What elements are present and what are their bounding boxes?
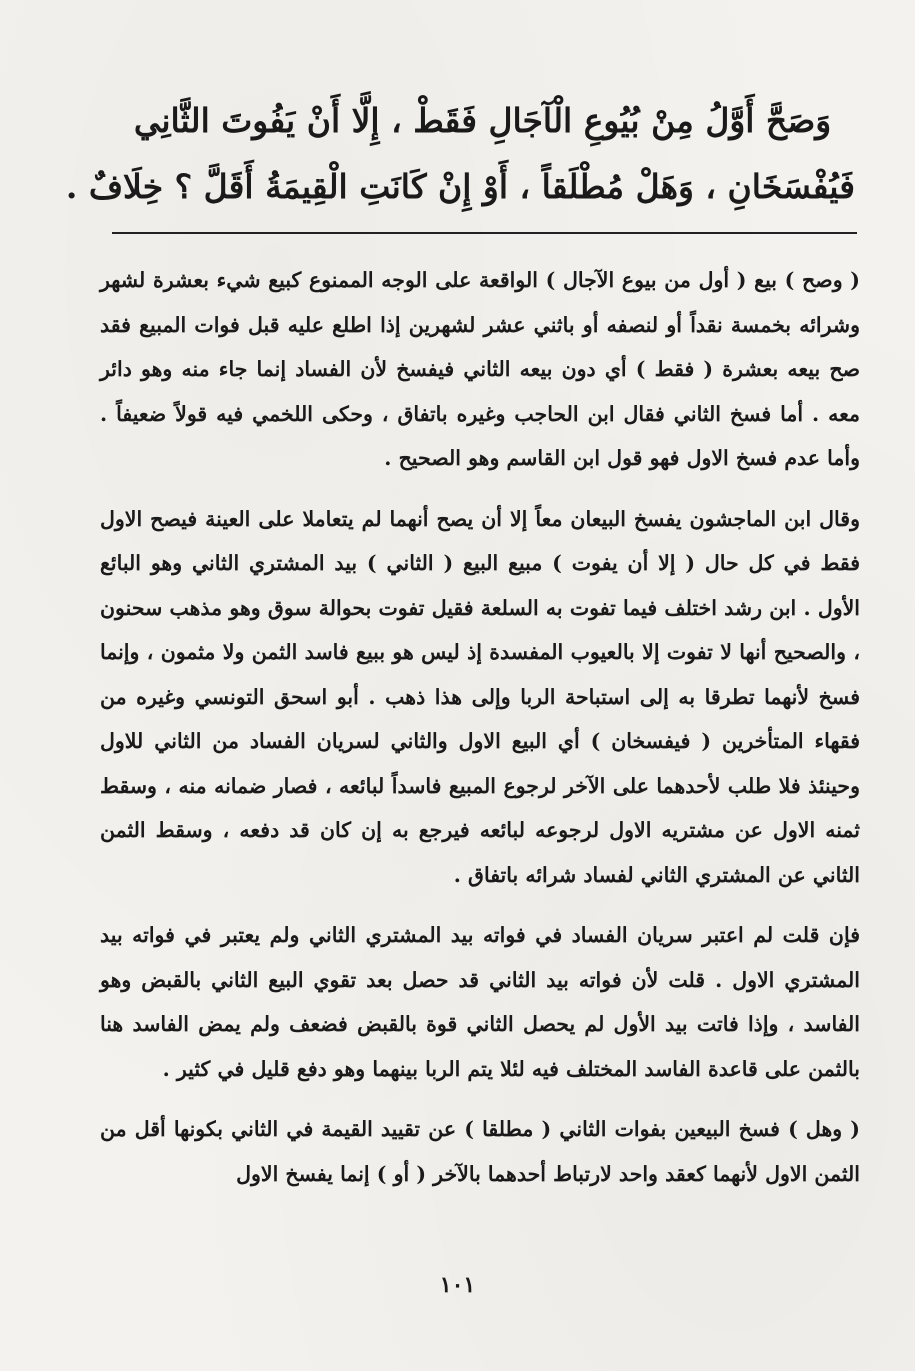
paragraph-1: ( وصح ) بيع ( أول من بيوع الآجال ) الواقعة على الوجه الممنوع كبيع شيء بعشرة لشهر وشرائه بخمسة نقداً أو لنصفه أو باثني عشر لشهرين إذا اطلع عليه قبل فوات المبيع فقد صح بيعه بعشرة ( فقط ) أي دون بيعه الثاني فيفسخ لأن الفساد إنما جاء منه وهو دائر معه . أما فسخ الثاني فقال ابن الحاجب وغيره باتفاق ، وحكى اللخمي فيه قولاً ضعيفاً . وأما عدم فسخ الاول فهو قول ابن القاسم وهو الصحيح . [100,268,860,470]
paragraph-4: ( وهل ) فسخ البيعين بفوات الثاني ( مطلقا ) عن تقييد القيمة في الثاني بكونها أقل من الثمن الاول لأنهما كعقد واحد لارتباط أحدهما بالآخر ( أو ) إنما يفسخ الاول [100,1117,860,1186]
verse-line-1: وَصَحَّ أَوَّلُ مِنْ بُيُوعِ الْآجَالِ فَقَطْ ، إِلَّا أَنْ يَفُوتَ الثَّانِي [133,101,832,140]
paragraph-3: فإن قلت لم اعتبر سريان الفساد في فواته بيد المشتري الثاني ولم يعتبر في فواته بيد المشتري الاول . قلت لأن فواته بيد الثاني قد حصل بعد تقوي البيع الثاني بالقبض وهو الفاسد ، وإذا فاتت بيد الأول لم يحصل الثاني قوة بالقبض فضعف ولم يمض الفاسد هنا بالثمن على قاعدة الفاسد المختلف فيه لئلا يتم الربا بينهما وهو دفع قليل في كثير . [100,923,860,1081]
separator-rule [112,232,857,234]
verse-block [65,88,855,220]
page-number: ١٠١ [439,1272,476,1298]
commentary-text [100,258,860,1212]
paragraph-2: وقال ابن الماجشون يفسخ البيعان معاً إلا أن يصح أنهما لم يتعاملا على العينة فيصح الاول فقط في كل حال ( إلا أن يفوت ) مبيع البيع ( الثاني ) بيد المشتري الثاني وهو البائع الأول . ابن رشد اختلف فيما تفوت به السلعة فقيل تفوت بحوالة سوق وهو مذهب سحنون ، والصحيح أنها لا تفوت إلا بالعيوب المفسدة إذ ليس هو ببيع فاسد الثمن ولا مثمون ، وإنما فسخ لأنهما تطرقا به إلى استباحة الربا وإلى هذا ذهب . أبو اسحق التونسي وغيره من فقهاء المتأخرين ( فيفسخان ) أي البيع الاول والثاني لسريان الفساد من الثاني للاول وحينئذ فلا طلب لأحدهما على الآخر لرجوع المبيع فاسداً لبائعه ، فصار ضمانه منه ، وسقط ثمنه الاول عن مشتريه الاول لرجوعه لبائعه فيرجع به إن كان قد دفعه ، وسقط الثمن الثاني عن المشتري الثاني لفساد شرائه باتفاق . [100,506,860,887]
verse-line-2: فَيُفْسَخَانِ ، وَهَلْ مُطْلَقاً ، أَوْ إِنْ كَانَتِ الْقِيمَةُ أَقَلَّ ؟ خِلَافٌ . [65,167,855,206]
